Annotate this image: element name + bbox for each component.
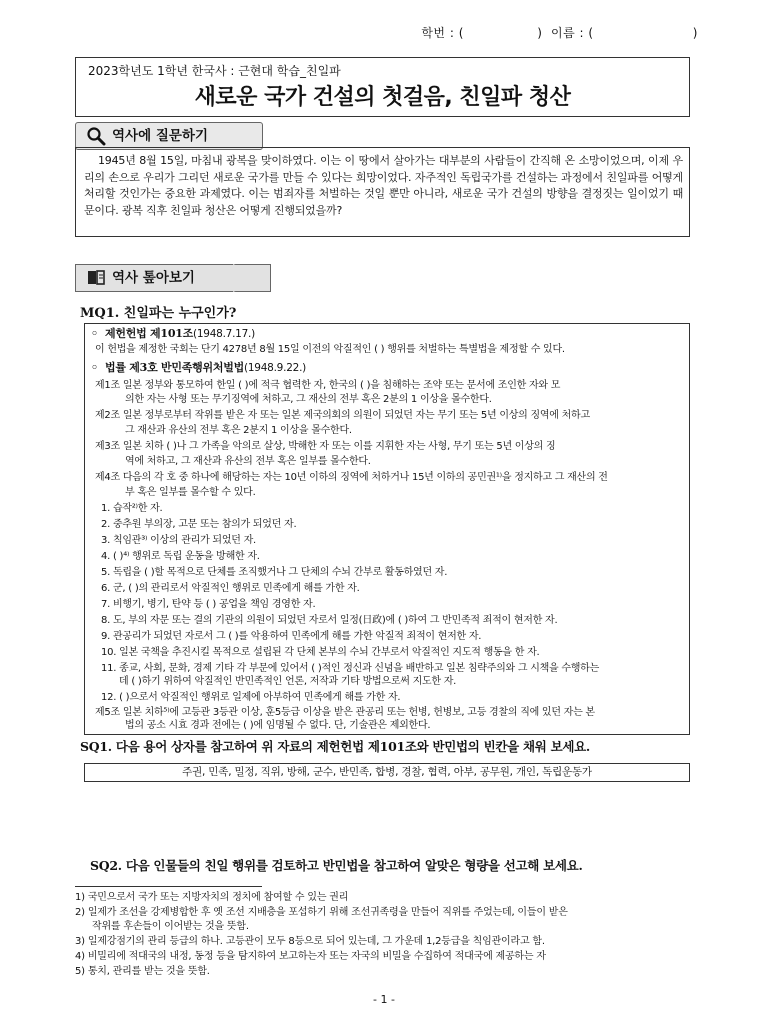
mq1-question: MQ1. 친일파는 누구인가? — [80, 306, 237, 321]
constitution-article-text: 이 헌법을 제정한 국회는 단기 4278년 8월 15일 이전의 악질적인 ( ) 행위를 처벌하는 특별법을 제정할 수 있다. — [95, 344, 565, 355]
course-line: 2023학년도 1학년 한국사 : 근현대 학습_친일파 — [88, 64, 341, 78]
sq2-question: SQ2. 다음 인물들의 친일 행위를 검토하고 반민법을 참고하여 알맞은 형량을 선고해 보세요. — [90, 858, 583, 873]
term-box: 주권, 민족, 밀정, 직위, 방해, 군수, 반민족, 합병, 경찰, 협력, 아부, 공무원, 개인, 독립운동가 — [84, 763, 690, 782]
section-tag-label: 역사에 질문하기 — [112, 128, 208, 144]
footnote-2-continued: 작위를 후손들이 이어받는 것을 뜻함. — [92, 921, 249, 932]
article-4-line-1: 제4조 다음의 각 호 중 하나에 해당하는 자는 10년 이하의 징역에 처하거나 15년 이하의 공민권¹⁾을 정지하고 그 재산의 전 — [95, 472, 608, 483]
footnote-1: 1) 국민으로서 국가 또는 지방자치의 정치에 참여할 수 있는 권리 — [75, 892, 349, 903]
article-4-item: 6. 군, ( )의 관리로서 악질적인 행위로 민족에게 해를 가한 자. — [101, 583, 360, 594]
footnote-4: 4) 비밀리에 적대국의 내정, 동정 등을 탐지하여 보고하는자 또는 자국의 비밀을 수집하여 적대국에 제공하는 자 — [75, 951, 546, 962]
student-id-name-line: 학번 : ( ) 이름 : ( ) — [421, 26, 698, 40]
article-3-line-1: 제3조 일본 치하 ( )나 그 가족을 악의로 살상, 박해한 자 또는 이를 지휘한 자는 사형, 무기 또는 5년 이상의 징 — [95, 441, 556, 452]
law-heading-anti-national-act: ◦ 법률 제3호 반민족행위처벌법(1948.9.22.) — [91, 361, 306, 374]
article-1-line-2: 의한 자는 사형 또는 무기징역에 처하고, 그 재산의 전부 혹은 2분의 1 이상을 몰수한다. — [125, 394, 492, 405]
sq1-question: SQ1. 다음 용어 상자를 참고하여 위 자료의 제헌헌법 제101조와 반민법의 빈칸을 채워 보세요. — [80, 739, 590, 754]
article-2-line-2: 그 재산과 유산의 전부 혹은 2분지 1 이상을 몰수한다. — [125, 425, 352, 436]
section-tag-label: 역사 톺아보기 — [112, 270, 195, 286]
article-4-item: 3. 칙임관³⁾ 이상의 관리가 되었던 자. — [101, 535, 256, 546]
article-2-line-1: 제2조 일본 정부로부터 작위를 받은 자 또는 일본 제국의회의 의원이 되었던 자는 무기 또는 5년 이상의 징역에 처하고 — [95, 410, 590, 421]
intro-box — [75, 147, 690, 237]
article-4-item: 8. 도, 부의 자문 또는 결의 기관의 의원이 되었던 자로서 일정(日政)에 ( )하여 그 반민족적 죄적이 현저한 자. — [101, 615, 558, 626]
article-1-line-1: 제1조 일본 정부와 통모하여 한일 ( )에 적극 협력한 자, 한국의 ( )을 침해하는 조약 또는 문서에 조인한 자와 모 — [95, 380, 561, 391]
article-4-item: 9. 관공리가 되었던 자로서 그 ( )를 악용하여 민족에게 해를 가한 악질적 죄적이 현저한 자. — [101, 631, 482, 642]
footnote-5: 5) 통치, 관리를 받는 것을 뜻함. — [75, 966, 210, 977]
article-4-item: 1. 습작²⁾한 자. — [101, 503, 163, 514]
page-number: - 1 - — [373, 993, 395, 1006]
footnote-3: 3) 일제강점기의 관리 등급의 하나. 고등관이 모두 8등으로 되어 있는데, 그 가운데 1,2등급을 칙임관이라고 함. — [75, 936, 545, 947]
title-box — [75, 57, 690, 117]
book-icon — [86, 268, 106, 293]
article-4-item: 2. 중추원 부의장, 고문 또는 참의가 되었던 자. — [101, 519, 297, 530]
footnote-divider — [75, 886, 262, 887]
article-5-line-2: 법의 공소 시효 경과 전에는 ( )에 임명될 수 없다. 단, 기술관은 제외한다. — [125, 720, 431, 731]
article-5-line-1: 제5조 일본 치하⁵⁾에 고등관 3등관 이상, 훈5등급 이상을 받은 관공리 또는 헌병, 헌병보, 고등 경찰의 직에 있던 자는 본 — [95, 707, 595, 718]
article-4-line-2: 부 혹은 일부를 몰수할 수 있다. — [125, 487, 256, 498]
intro-text: 1945년 8월 15일, 마침내 광복을 맞이하였다. 이는 이 땅에서 살아가는 대부분의 사람들이 간직해 온 소망이었으며, 이제 우리의 손으로 우리가 그리던 새로운 국가를 만들 수 있다는 희망이었다. 자주적인 독립국가를 건설하는 과정에서 친일파를 어떻게 처리할 것인가는 중요한 과제였다. 이는 범죄자를 처벌하는 것일 뿐만 아니라, 새로운 국가 건설의 방향을 결정짓는 일이었기 때문이다. 광복 직후 친일파 청산은 어떻게 진행되었을까? — [84, 154, 683, 217]
article-3-line-2: 역에 처하고, 그 재산과 유산의 전부 혹은 일부를 몰수한다. — [125, 456, 371, 467]
footnote-2: 2) 일제가 조선을 강제병합한 후 옛 조선 지배층을 포섭하기 위해 조선귀족령을 만들어 직위를 주었는데, 이들이 받은 — [75, 907, 568, 918]
article-4-item: 4. ( )⁴⁾ 행위로 독립 운동을 방해한 자. — [101, 551, 260, 562]
article-4-item: 10. 일본 국책을 추진시킬 목적으로 설립된 각 단체 본부의 수뇌 간부로서 악질적인 지도적 행동을 한 자. — [101, 647, 540, 658]
section-tag-ask — [75, 122, 263, 150]
article-4-item: 7. 비행기, 병기, 탄약 등 ( ) 공업을 책임 경영한 자. — [101, 599, 316, 610]
law-heading-constitution: ◦ 제헌헌법 제101조(1948.7.17.) — [91, 327, 255, 340]
page-title: 새로운 국가 건설의 첫걸음, 친일파 청산 — [194, 85, 571, 110]
article-4-item: 11. 종교, 사회, 문화, 경제 기타 각 부문에 있어서 ( )적인 정신과 신념을 배반하고 일본 침략주의와 그 시책을 수행하는 — [101, 663, 599, 674]
section-tag-arrow — [233, 264, 267, 292]
article-4-item-continued: 데 ( )하기 위하여 악질적인 반민족적인 언론, 저작과 기타 방법으로써 지도한 자. — [119, 676, 457, 687]
article-4-item: 12. ( )으로서 악질적인 행위로 일제에 아부하여 민족에게 해를 가한 자. — [101, 692, 401, 703]
article-4-item: 5. 독립을 ( )할 목적으로 단체를 조직했거나 그 단체의 수뇌 간부로 활동하였던 자. — [101, 567, 448, 578]
law-source-box — [84, 323, 690, 735]
